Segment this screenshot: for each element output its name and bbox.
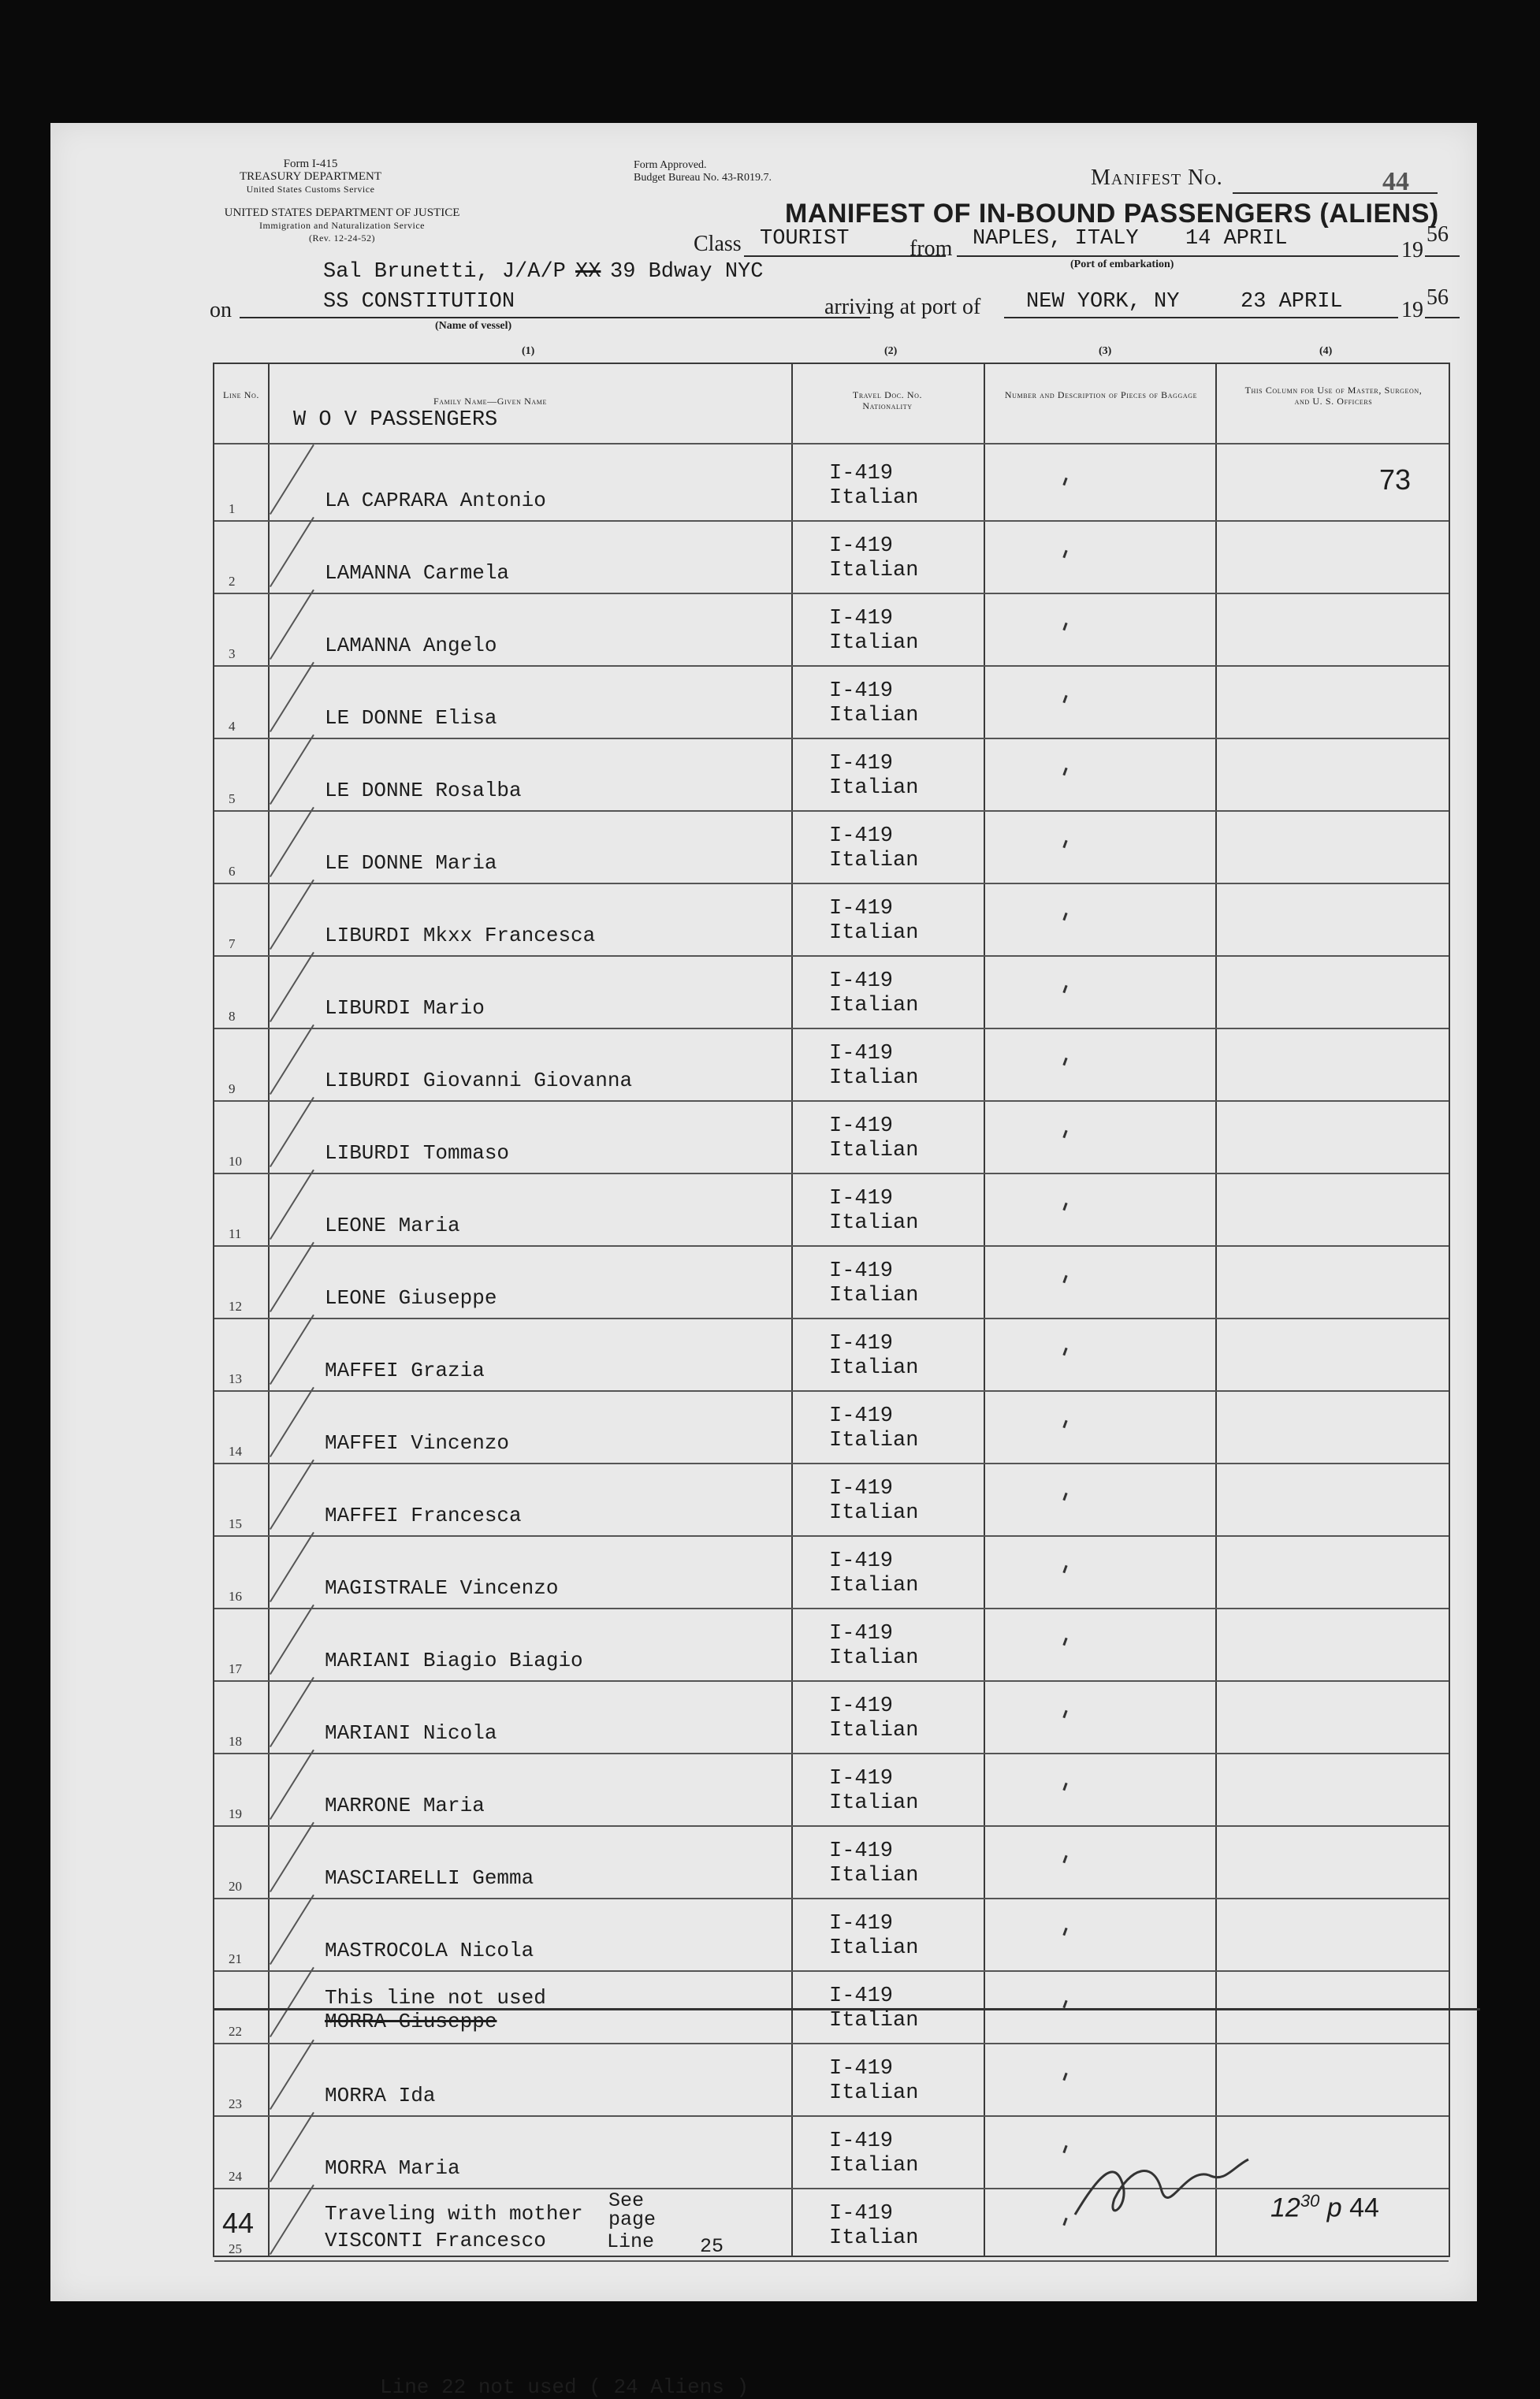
baggage-tick-icon bbox=[1062, 840, 1067, 848]
passenger-name: VISCONTI Francesco bbox=[325, 2229, 546, 2252]
passenger-name: LIBURDI Giovanni Giovanna bbox=[325, 1069, 633, 1092]
line-number: 7 bbox=[229, 936, 236, 951]
arrival-year: 56 bbox=[1427, 285, 1449, 310]
passenger-name: LA CAPRARA Antonio bbox=[325, 489, 546, 512]
handwritten-number: 44 bbox=[1349, 2193, 1379, 2223]
check-mark-icon bbox=[270, 662, 314, 732]
line-number: 19 bbox=[229, 1806, 242, 1821]
official-mark: 73 bbox=[1379, 463, 1412, 496]
travel-doc-number: I-419 bbox=[829, 1767, 894, 1791]
handwritten-time bbox=[1270, 2191, 1379, 2223]
travel-doc bbox=[829, 1114, 918, 1163]
document-title: MANIFEST OF IN-BOUND PASSENGERS (ALIENS) bbox=[785, 199, 1439, 229]
table-row bbox=[214, 883, 1449, 955]
nationality: Italian bbox=[829, 1501, 919, 1525]
nationality: Italian bbox=[829, 1429, 919, 1452]
travel-doc bbox=[829, 1404, 918, 1453]
passenger-name: LEONE Giuseppe bbox=[325, 1286, 497, 1310]
agent-name: Sal Brunetti, J/A/P bbox=[323, 260, 566, 284]
check-mark-icon bbox=[270, 1967, 314, 2037]
nationality: Italian bbox=[829, 631, 919, 655]
check-mark-icon bbox=[270, 2185, 314, 2255]
table-row bbox=[214, 955, 1449, 1028]
baggage-tick-icon bbox=[1062, 1928, 1067, 1936]
travel-doc bbox=[829, 969, 918, 1018]
travel-doc-number: I-419 bbox=[829, 1259, 894, 1283]
form-revision: (Rev. 12-24-52) bbox=[308, 232, 376, 244]
check-mark-icon bbox=[270, 1677, 314, 1747]
travel-doc-number: I-419 bbox=[829, 752, 894, 775]
travel-doc-number: I-419 bbox=[829, 1332, 894, 1356]
travel-doc bbox=[829, 1767, 918, 1816]
table-row bbox=[214, 2043, 1449, 2115]
agent-struck: XX bbox=[575, 260, 601, 284]
travel-doc bbox=[829, 534, 918, 583]
table-row bbox=[214, 1825, 1449, 1898]
travel-doc bbox=[829, 1259, 918, 1308]
reference-line-ref: 25 bbox=[700, 2235, 724, 2258]
line-number: 9 bbox=[229, 1081, 236, 1096]
passenger-name: MARIANI Biagio Biagio bbox=[325, 1649, 583, 1672]
justice-block bbox=[208, 206, 476, 244]
travel-doc-number: I-419 bbox=[829, 1549, 894, 1573]
col-num-2: (2) bbox=[884, 345, 898, 357]
baggage-tick-icon bbox=[1062, 1565, 1067, 1573]
travel-doc-number: I-419 bbox=[829, 679, 894, 703]
check-mark-icon bbox=[270, 1750, 314, 1820]
travel-doc-number: I-419 bbox=[829, 462, 894, 485]
baggage-tick-icon bbox=[1062, 1203, 1067, 1211]
nationality: Italian bbox=[829, 1139, 919, 1162]
baggage-tick-icon bbox=[1062, 1855, 1067, 1863]
check-mark-icon bbox=[270, 590, 314, 660]
line-number: 24 bbox=[229, 2169, 242, 2184]
struck-passenger-name: MORRA Giuseppe bbox=[325, 2010, 497, 2033]
form-number: Form I-415 bbox=[283, 158, 338, 170]
table-row bbox=[214, 665, 1449, 738]
embark-year: 56 bbox=[1427, 222, 1449, 247]
nationality: Italian bbox=[829, 2226, 919, 2250]
passenger-table bbox=[213, 363, 1450, 2399]
class-value: TOURIST bbox=[760, 227, 850, 251]
table-row bbox=[214, 1753, 1449, 1825]
baggage-tick-icon bbox=[1062, 985, 1067, 993]
line-number: 15 bbox=[229, 1516, 242, 1531]
col-num-3: (3) bbox=[1099, 345, 1112, 357]
passenger-name: MAFFEI Grazia bbox=[325, 1359, 485, 1382]
travel-doc bbox=[829, 1622, 918, 1671]
table-row bbox=[214, 810, 1449, 883]
nationality: Italian bbox=[829, 1936, 919, 1960]
travel-doc-number: I-419 bbox=[829, 1839, 894, 1863]
baggage-tick-icon bbox=[1062, 768, 1067, 775]
travel-note: Traveling with mother bbox=[325, 2202, 583, 2226]
travel-doc bbox=[829, 1839, 918, 1888]
check-mark-icon bbox=[270, 444, 314, 515]
nationality: Italian bbox=[829, 2081, 919, 2105]
travel-doc bbox=[829, 1042, 918, 1091]
void-note: This line not used bbox=[325, 1986, 546, 2010]
nationality: Italian bbox=[829, 776, 919, 800]
baggage-tick-icon bbox=[1062, 1275, 1067, 1283]
passenger-name: MASTROCOLA Nicola bbox=[325, 1939, 534, 1962]
table-row bbox=[214, 593, 1449, 665]
passenger-name: LE DONNE Maria bbox=[325, 851, 497, 875]
baggage-tick-icon bbox=[1062, 623, 1067, 630]
travel-doc bbox=[829, 1187, 918, 1236]
travel-doc-number: I-419 bbox=[829, 1477, 894, 1501]
baggage-tick-icon bbox=[1062, 1493, 1067, 1501]
row-rule bbox=[214, 2260, 1449, 2262]
line-number: 16 bbox=[229, 1589, 242, 1604]
line-number: 20 bbox=[229, 1879, 242, 1894]
table-row bbox=[214, 2115, 1449, 2188]
check-mark-icon bbox=[270, 735, 314, 805]
table-row bbox=[214, 448, 1449, 520]
header-name-typed: W O V PASSENGERS bbox=[293, 408, 498, 432]
agent-address: 39 Bdway NYC bbox=[610, 260, 764, 284]
travel-doc-number: I-419 bbox=[829, 1187, 894, 1211]
table-row bbox=[214, 1608, 1449, 1680]
table-row bbox=[214, 1390, 1449, 1463]
travel-doc-number: I-419 bbox=[829, 1622, 894, 1646]
on-label: on bbox=[210, 298, 232, 322]
table-row bbox=[214, 738, 1449, 810]
travel-doc-number: I-419 bbox=[829, 824, 894, 848]
passenger-name: LAMANNA Angelo bbox=[325, 634, 497, 657]
line-number: 21 bbox=[229, 1951, 242, 1966]
nationality: Italian bbox=[829, 1356, 919, 1380]
from-line bbox=[957, 255, 1398, 257]
line-number: 22 bbox=[229, 2024, 242, 2039]
nationality: Italian bbox=[829, 559, 919, 582]
port-embark-caption: (Port of embarkation) bbox=[1070, 258, 1174, 270]
nationality: Italian bbox=[829, 921, 919, 945]
arrival-year-prefix: 19 bbox=[1401, 298, 1423, 322]
header-rule bbox=[214, 443, 1449, 444]
handwritten-signature bbox=[1067, 2152, 1256, 2234]
passenger-name: MORRA Maria bbox=[325, 2156, 460, 2180]
vessel-name: SS CONSTITUTION bbox=[323, 290, 515, 314]
approval-block bbox=[634, 159, 807, 184]
passenger-name: MAGISTRALE Vincenzo bbox=[325, 1576, 559, 1600]
from-label: from bbox=[909, 236, 953, 261]
passenger-name: LAMANNA Carmela bbox=[325, 561, 510, 585]
nationality: Italian bbox=[829, 704, 919, 727]
passenger-name: MARRONE Maria bbox=[325, 1794, 485, 1817]
check-mark-icon bbox=[270, 1532, 314, 1602]
check-mark-icon bbox=[270, 952, 314, 1022]
travel-doc bbox=[829, 1912, 918, 1961]
baggage-tick-icon bbox=[1062, 1058, 1067, 1066]
line-number: 17 bbox=[229, 1661, 242, 1676]
nationality: Italian bbox=[829, 1791, 919, 1815]
check-mark-icon bbox=[270, 1895, 314, 1965]
travel-doc bbox=[829, 2129, 918, 2178]
travel-doc bbox=[829, 679, 918, 728]
nationality: Italian bbox=[829, 1646, 919, 1670]
travel-doc bbox=[829, 1332, 918, 1381]
check-mark-icon bbox=[270, 1097, 314, 1167]
travel-doc bbox=[829, 1477, 918, 1526]
travel-doc-number: I-419 bbox=[829, 1694, 894, 1718]
table-row bbox=[214, 1535, 1449, 1608]
travel-doc-number: I-419 bbox=[829, 897, 894, 921]
line-number: 5 bbox=[229, 791, 236, 806]
travel-doc-number: I-419 bbox=[829, 607, 894, 630]
baggage-tick-icon bbox=[1062, 695, 1067, 703]
embark-port: NAPLES, ITALY bbox=[973, 227, 1139, 251]
check-mark-icon bbox=[270, 1460, 314, 1530]
year-prefix: 19 bbox=[1401, 238, 1423, 262]
travel-doc bbox=[829, 897, 918, 946]
check-mark-icon bbox=[270, 1822, 314, 1892]
header-name: Family Name—Given Name bbox=[433, 396, 547, 407]
nationality: Italian bbox=[829, 1211, 919, 1235]
line-number: 12 bbox=[229, 1299, 242, 1314]
arrival-port: NEW YORK, NY bbox=[1026, 290, 1180, 314]
reference-page: page bbox=[608, 2208, 657, 2231]
passenger-name: MAFFEI Vincenzo bbox=[325, 1431, 510, 1455]
travel-doc-number: I-419 bbox=[829, 969, 894, 993]
travel-doc-number: I-419 bbox=[829, 1042, 894, 1066]
check-mark-icon bbox=[270, 1605, 314, 1675]
customs-service: United States Customs Service bbox=[246, 184, 375, 195]
table-row bbox=[214, 1173, 1449, 1245]
reference-line-lbl: Line bbox=[607, 2230, 655, 2253]
travel-doc-number: I-419 bbox=[829, 2129, 894, 2153]
line-number: 8 bbox=[229, 1009, 236, 1024]
reference-see: See bbox=[608, 2189, 645, 2212]
nationality: Italian bbox=[829, 486, 919, 510]
line-number: 18 bbox=[229, 1734, 242, 1749]
check-mark-icon bbox=[270, 880, 314, 950]
travel-doc bbox=[829, 824, 918, 873]
handwritten-minutes: 30 bbox=[1300, 2191, 1320, 2211]
travel-doc bbox=[829, 462, 918, 511]
nationality: Italian bbox=[829, 2009, 919, 2033]
check-mark-icon bbox=[270, 2040, 314, 2110]
line-number: 6 bbox=[229, 864, 236, 879]
manifest-number: 44 bbox=[1382, 167, 1409, 196]
treasury-dept: TREASURY DEPARTMENT bbox=[239, 170, 382, 183]
nationality: Italian bbox=[829, 1066, 919, 1090]
passenger-name: LE DONNE Rosalba bbox=[325, 779, 522, 802]
line-number: 25 bbox=[229, 2241, 242, 2256]
col-num-1: (1) bbox=[522, 345, 535, 357]
table-row bbox=[214, 1318, 1449, 1390]
check-mark-icon bbox=[270, 1025, 314, 1095]
vessel-caption: (Name of vessel) bbox=[435, 320, 512, 332]
margin-manifest-number: 44 bbox=[222, 2207, 255, 2239]
check-mark-icon bbox=[270, 807, 314, 877]
check-mark-icon bbox=[270, 1315, 314, 1385]
baggage-tick-icon bbox=[1062, 2000, 1067, 2008]
travel-doc bbox=[829, 1694, 918, 1743]
line-number: 23 bbox=[229, 2096, 242, 2111]
baggage-tick-icon bbox=[1062, 1420, 1067, 1428]
ins-service: Immigration and Naturalization Service bbox=[259, 220, 425, 231]
travel-doc bbox=[829, 1549, 918, 1598]
travel-doc-number: I-419 bbox=[829, 1404, 894, 1428]
class-label: Class bbox=[694, 232, 742, 256]
passenger-name: MARIANI Nicola bbox=[325, 1721, 497, 1745]
line-number: 1 bbox=[229, 501, 236, 516]
passenger-name: LE DONNE Elisa bbox=[325, 706, 497, 730]
travel-doc-number: I-419 bbox=[829, 1912, 894, 1936]
check-mark-icon bbox=[270, 1242, 314, 1312]
signature-icon bbox=[1067, 2152, 1256, 2230]
baggage-tick-icon bbox=[1062, 550, 1067, 558]
passenger-name: LIBURDI Mkxx Francesca bbox=[325, 924, 596, 947]
arrival-line bbox=[1004, 317, 1398, 318]
budget-bureau: Budget Bureau No. 43-R019.7. bbox=[634, 172, 772, 184]
passenger-name: LIBURDI Tommaso bbox=[325, 1141, 510, 1165]
manifest-page bbox=[50, 123, 1477, 2399]
table-row bbox=[214, 1028, 1449, 1100]
nationality: Italian bbox=[829, 1719, 919, 1743]
travel-doc bbox=[829, 752, 918, 801]
travel-doc-number: I-419 bbox=[829, 1114, 894, 1138]
table-row bbox=[214, 2188, 1449, 2260]
check-mark-icon bbox=[270, 517, 314, 587]
check-mark-icon bbox=[270, 2112, 314, 2182]
travel-doc-number: I-419 bbox=[829, 2057, 894, 2081]
nationality: Italian bbox=[829, 994, 919, 1017]
table-row bbox=[214, 1463, 1449, 1535]
check-mark-icon bbox=[270, 1170, 314, 1240]
table-row bbox=[214, 1680, 1449, 1753]
baggage-tick-icon bbox=[1062, 1710, 1067, 1718]
header-officers: This Column for Use of Master, Surgeon, and U. S. Officers bbox=[1244, 385, 1423, 407]
baggage-tick-icon bbox=[1062, 1130, 1067, 1138]
travel-doc-number: I-419 bbox=[829, 1984, 894, 2008]
vessel-line bbox=[240, 317, 870, 318]
form-agency-block bbox=[208, 158, 413, 195]
footer-note: Line 22 not used ( 24 Aliens ) bbox=[380, 2375, 750, 2399]
travel-doc-number: I-419 bbox=[829, 2202, 894, 2226]
passenger-name: LEONE Maria bbox=[325, 1214, 460, 1237]
table-row bbox=[214, 1245, 1449, 1318]
travel-doc bbox=[829, 2202, 918, 2251]
travel-doc bbox=[829, 1984, 918, 2033]
handwritten-hour: 12 bbox=[1270, 2193, 1300, 2223]
baggage-tick-icon bbox=[1062, 2073, 1067, 2081]
table-row bbox=[214, 1100, 1449, 1173]
nationality: Italian bbox=[829, 1864, 919, 1888]
justice-dept: UNITED STATES DEPARTMENT OF JUSTICE bbox=[224, 206, 460, 219]
line-number: 3 bbox=[229, 646, 236, 661]
nationality: Italian bbox=[829, 2154, 919, 2178]
passenger-name: MASCIARELLI Gemma bbox=[325, 1866, 534, 1890]
travel-doc-number: I-419 bbox=[829, 534, 894, 558]
travel-doc bbox=[829, 607, 918, 656]
line-number: 13 bbox=[229, 1371, 242, 1386]
baggage-tick-icon bbox=[1062, 1638, 1067, 1646]
col-num-4: (4) bbox=[1319, 345, 1333, 357]
table-row bbox=[214, 1898, 1449, 1970]
passenger-name: LIBURDI Mario bbox=[325, 996, 485, 1020]
header-line-no: Line No. bbox=[223, 389, 259, 400]
passenger-name: MAFFEI Francesca bbox=[325, 1504, 522, 1527]
nationality: Italian bbox=[829, 849, 919, 872]
line-number: 2 bbox=[229, 574, 236, 589]
table-row bbox=[214, 1970, 1449, 2043]
travel-doc bbox=[829, 2057, 918, 2106]
baggage-tick-icon bbox=[1062, 478, 1067, 485]
check-mark-icon bbox=[270, 1387, 314, 1457]
nationality: Italian bbox=[829, 1284, 919, 1307]
baggage-tick-icon bbox=[1062, 1783, 1067, 1791]
year-line bbox=[1425, 255, 1460, 257]
embark-date: 14 APRIL bbox=[1185, 227, 1288, 251]
nationality: Italian bbox=[829, 1574, 919, 1597]
line-number: 14 bbox=[229, 1444, 242, 1459]
header-baggage: Number and Description of Pieces of Baggage bbox=[1004, 389, 1198, 400]
handwritten-p: p bbox=[1326, 2193, 1342, 2223]
line-number: 10 bbox=[229, 1154, 242, 1169]
form-approved: Form Approved. bbox=[634, 159, 707, 171]
arrival-year-line bbox=[1425, 317, 1460, 318]
arrival-date: 23 APRIL bbox=[1241, 290, 1343, 314]
baggage-tick-icon bbox=[1062, 1348, 1067, 1356]
baggage-tick-icon bbox=[1062, 913, 1067, 921]
table-row bbox=[214, 520, 1449, 593]
header-travel-doc: Travel Doc. No. Nationality bbox=[852, 389, 923, 411]
manifest-no-label: Manifest No. bbox=[1091, 166, 1223, 190]
passenger-name: MORRA Ida bbox=[325, 2084, 436, 2107]
line-number: 11 bbox=[229, 1226, 242, 1241]
line-number: 4 bbox=[229, 719, 236, 734]
arriving-label: arriving at port of bbox=[824, 295, 981, 319]
